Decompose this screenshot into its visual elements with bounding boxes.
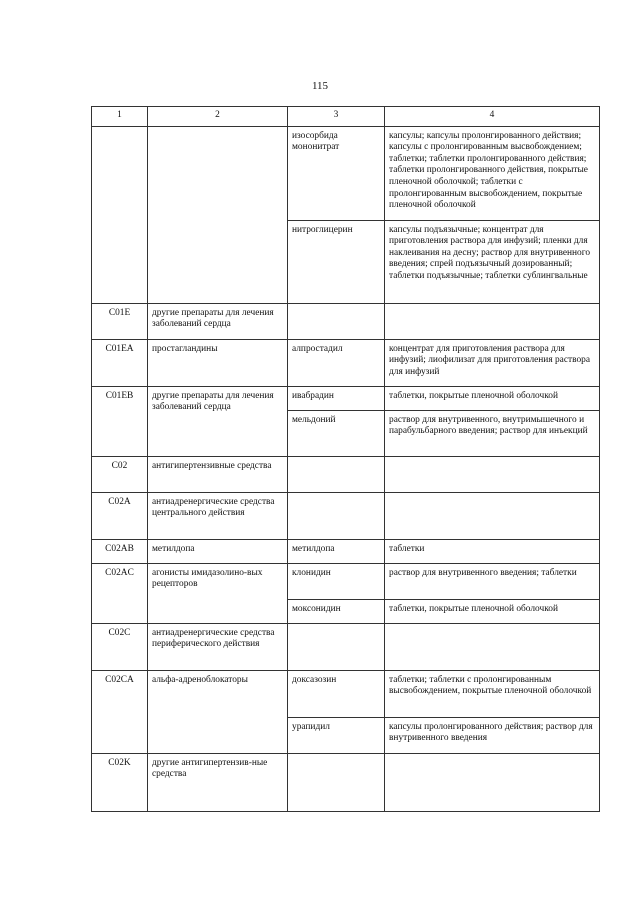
drug-name-cell: клонидин bbox=[288, 563, 385, 599]
dosage-form-cell: капсулы подъязычные; концентрат для приготовления раствора для инфузий; пленки для наклеивания на десну; раствор для внутривенного введения; спрей подъязычный дозированный; таблетки подъязычные; таблетки сублингвальные bbox=[385, 220, 600, 303]
atc-code-cell: C02C bbox=[92, 623, 148, 670]
drug-table bbox=[91, 106, 600, 812]
atc-code-cell: C02AC bbox=[92, 563, 148, 623]
drug-name-cell bbox=[288, 492, 385, 539]
table-row bbox=[92, 456, 600, 492]
table-row bbox=[92, 623, 600, 670]
drug-name-cell bbox=[288, 303, 385, 339]
table-row bbox=[92, 492, 600, 539]
drug-name-cell: нитроглицерин bbox=[288, 220, 385, 303]
dosage-form-cell: таблетки, покрытые пленочной оболочкой bbox=[385, 386, 600, 410]
group-name-cell: другие препараты для лечения заболеваний сердца bbox=[148, 386, 288, 456]
dosage-form-cell bbox=[385, 303, 600, 339]
table-row bbox=[92, 670, 600, 717]
header-col-4: 4 bbox=[385, 107, 600, 127]
dosage-form-cell: таблетки, покрытые пленочной оболочкой bbox=[385, 599, 600, 623]
atc-code-cell: C02 bbox=[92, 456, 148, 492]
dosage-form-cell: раствор для внутривенного, внутримышечного и парабульбарного введения; раствор для инъекций bbox=[385, 410, 600, 456]
drug-name-cell: алпростадил bbox=[288, 339, 385, 386]
header-col-3: 3 bbox=[288, 107, 385, 127]
table-row bbox=[92, 539, 600, 563]
drug-name-cell: моксонидин bbox=[288, 599, 385, 623]
header-row bbox=[92, 107, 600, 127]
dosage-form-cell: раствор для внутривенного введения; таблетки bbox=[385, 563, 600, 599]
table-row bbox=[92, 563, 600, 599]
dosage-form-cell: таблетки bbox=[385, 539, 600, 563]
dosage-form-cell: таблетки; таблетки с пролонгированным высвобождением, покрытые пленочной оболочкой bbox=[385, 670, 600, 717]
table-row bbox=[92, 303, 600, 339]
dosage-form-cell bbox=[385, 623, 600, 670]
dosage-form-cell: капсулы пролонгированного действия; раствор для внутривенного введения bbox=[385, 717, 600, 753]
drug-name-cell: изосорбида мононитрат bbox=[288, 126, 385, 220]
atc-code-cell: C02AB bbox=[92, 539, 148, 563]
drug-name-cell: доксазозин bbox=[288, 670, 385, 717]
atc-code-cell: C01EB bbox=[92, 386, 148, 456]
atc-code-cell: C01EA bbox=[92, 339, 148, 386]
group-name-cell: другие антигипертензив-ные средства bbox=[148, 753, 288, 811]
group-name-cell: агонисты имидазолино-вых рецепторов bbox=[148, 563, 288, 623]
group-name-cell: антиадренергические средства периферического действия bbox=[148, 623, 288, 670]
group-name-cell: антиадренергические средства центрального действия bbox=[148, 492, 288, 539]
dosage-form-cell: капсулы; капсулы пролонгированного действия; капсулы с пролонгированным высвобождением; таблетки; таблетки пролонгированного действия; таблетки пролонгированного действия, покрытые пленочной оболочкой; таблетки с пролонгированным высвобождением, покрытые пленочной оболочкой bbox=[385, 126, 600, 220]
group-name-cell: другие препараты для лечения заболеваний сердца bbox=[148, 303, 288, 339]
drug-name-cell: ивабрадин bbox=[288, 386, 385, 410]
table-row bbox=[92, 386, 600, 410]
atc-code-cell: C02CA bbox=[92, 670, 148, 753]
group-name-cell: метилдопа bbox=[148, 539, 288, 563]
table-row bbox=[92, 126, 600, 220]
group-name-cell: антигипертензивные средства bbox=[148, 456, 288, 492]
dosage-form-cell bbox=[385, 456, 600, 492]
dosage-form-cell bbox=[385, 492, 600, 539]
drug-name-cell: метилдопа bbox=[288, 539, 385, 563]
drug-name-cell: урапидил bbox=[288, 717, 385, 753]
atc-code-cell: C02K bbox=[92, 753, 148, 811]
table-row bbox=[92, 753, 600, 811]
drug-name-cell: мельдоний bbox=[288, 410, 385, 456]
table-row bbox=[92, 339, 600, 386]
drug-name-cell bbox=[288, 623, 385, 670]
header-col-1: 1 bbox=[92, 107, 148, 127]
atc-code-cell: C01E bbox=[92, 303, 148, 339]
atc-code-cell bbox=[92, 126, 148, 303]
drug-name-cell bbox=[288, 753, 385, 811]
dosage-form-cell: концентрат для приготовления раствора для инфузий; лиофилизат для приготовления раствора для инфузий bbox=[385, 339, 600, 386]
dosage-form-cell bbox=[385, 753, 600, 811]
drug-name-cell bbox=[288, 456, 385, 492]
group-name-cell: альфа-адреноблокаторы bbox=[148, 670, 288, 753]
header-col-2: 2 bbox=[148, 107, 288, 127]
group-name-cell: простагландины bbox=[148, 339, 288, 386]
group-name-cell bbox=[148, 126, 288, 303]
atc-code-cell: C02A bbox=[92, 492, 148, 539]
page-number: 115 bbox=[311, 80, 329, 92]
